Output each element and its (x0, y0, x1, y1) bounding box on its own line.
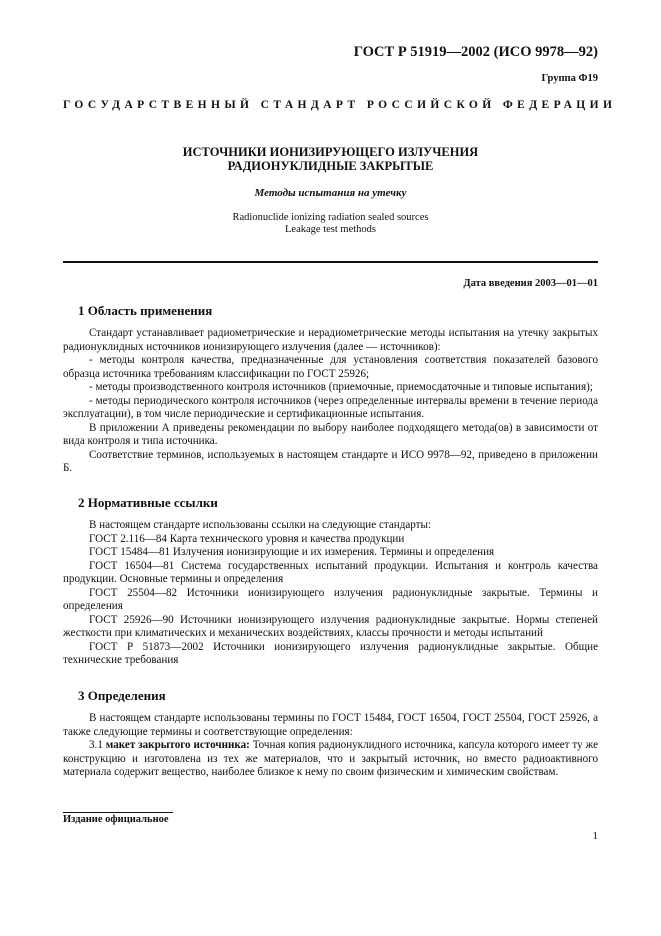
section-title: 1 Область применения (78, 303, 213, 318)
paragraph: В настоящем стандарте использованы ссылки на следующие стандарты: (89, 519, 432, 531)
reference-item: ГОСТ 2.116—84 Карта технического уровня и качества продукции (89, 532, 405, 545)
introduction-date: Дата введения 2003—01—01 (463, 278, 598, 289)
title-line-2: РАДИОНУКЛИДНЫЕ ЗАКРЫТЫЕ (227, 159, 434, 173)
definition-number: 3.1 (89, 739, 103, 751)
list-item: - методы производственного контроля источников (приемочные, приемосдаточные и типовые испытания); (89, 381, 593, 393)
paragraph: Стандарт устанавливает радиометрические и нерадиометрические методы испытания на утечку закрытых радионуклидных источников ионизирующего излучения (далее — источников): (63, 327, 598, 353)
section-scope (63, 303, 598, 476)
title-line-1: ИСТОЧНИКИ ИОНИЗИРУЮЩЕГО ИЗЛУЧЕНИЯ (182, 145, 479, 159)
standard-number: ГОСТ Р 51919—2002 (ИСО 9978—92) (353, 44, 598, 60)
definition (63, 739, 598, 780)
paragraph: Соответствие терминов, используемых в настоящем стандарте и ИСО 9978—92, приведено в приложении Б. (63, 448, 598, 474)
document-page (63, 0, 617, 936)
reference-item: ГОСТ 25926—90 Источники ионизирующего излучения радионуклидные закрытые. Нормы степеней жесткости при климатических и механических воздействиях, классы прочности и методы испытаний (63, 613, 598, 639)
title-divider (63, 261, 598, 263)
title-subtitle: Методы испытания на утечку (254, 187, 407, 199)
english-title-line-2: Leakage test methods (285, 224, 376, 235)
reference-item: ГОСТ Р 51873—2002 Источники ионизирующего излучения радионуклидные закрытые. Общие технические требования (63, 640, 598, 666)
reference-item: ГОСТ 25504—82 Источники ионизирующего излучения радионуклидные закрытые. Термины и определения (63, 586, 598, 612)
reference-item: ГОСТ 15484—81 Излучения ионизирующие и их измерения. Термины и определения (89, 546, 495, 558)
paragraph: В настоящем стандарте использованы термины по ГОСТ 15484, ГОСТ 16504, ГОСТ 25504, ГОСТ 25926, а также следующие термины и соответствующие определения: (63, 712, 598, 738)
section-title: 3 Определения (78, 688, 166, 703)
section-definitions (63, 688, 598, 780)
definition-term: макет закрытого источника: (105, 739, 250, 751)
page-number: 1 (592, 830, 598, 842)
english-title-line-1: Radionuclide ionizing radiation sealed sources (232, 212, 429, 223)
definition-text: Точная копия радионуклидного источника, капсула которого имеет ту же конструкцию и изготовлена из тех же материалов, что и закрытый источник, но вместо радиоактивного материала содержит вещество, наиболее близкое к нему по своим физическим и химическим свойствам. (63, 739, 598, 778)
list-item: - методы периодического контроля источников (через определенные интервалы времени в течение периода эксплуатации), в том числе периодические и сертификационные испытания. (63, 394, 598, 420)
paragraph: В приложении А приведены рекомендации по выбору наиболее подходящего метода(ов) в зависимости от вида контроля и типа источника. (63, 421, 598, 447)
reference-item: ГОСТ 16504—81 Система государственных испытаний продукции. Испытания и контроль качества продукции. Основные термины и определения (63, 559, 598, 585)
classification-group: Группа Ф19 (541, 73, 598, 84)
list-item: - методы контроля качества, предназначенные для установления соответствия показателей базового образца источника требованиям классификации по ГОСТ 25926; (63, 354, 598, 380)
title-block (63, 145, 598, 236)
state-standard-heading: ГОСУДАРСТВЕННЫЙ СТАНДАРТ РОССИЙСКОЙ ФЕДЕРАЦИИ (63, 99, 617, 111)
section-title: 2 Нормативные ссылки (78, 495, 218, 510)
official-edition-label: Издание официальное (63, 812, 173, 825)
section-normative-references (63, 495, 598, 668)
